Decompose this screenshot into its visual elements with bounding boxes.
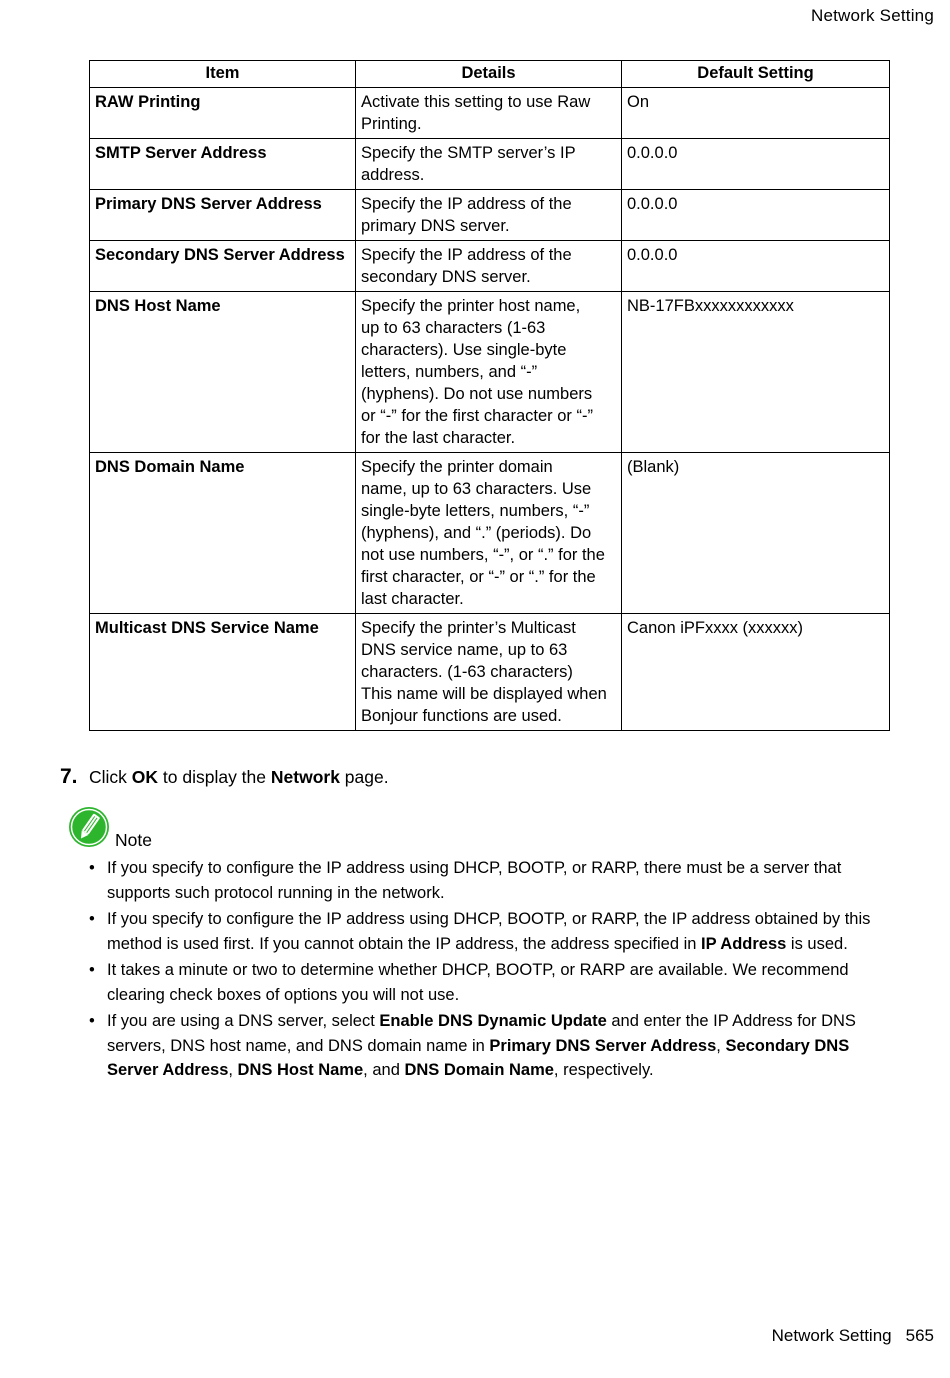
- details-line: Specify the printer’s Multicast: [361, 619, 576, 637]
- ui-term: Secondary DNS Server Address: [107, 1036, 850, 1079]
- note-text-segment: If you are using a DNS server, select: [107, 1012, 380, 1030]
- default-setting-cell: NB-17FBxxxxxxxxxxxx: [622, 292, 890, 453]
- details-line: (hyphens), and “.” (periods). Do: [361, 524, 592, 542]
- note-text-segment: ,: [228, 1061, 238, 1079]
- step-text-segment: to display the: [158, 767, 271, 787]
- details-line: Printing.: [361, 115, 422, 133]
- step-number: 7.: [60, 765, 78, 788]
- default-setting-cell: 0.0.0.0: [622, 190, 890, 241]
- note-item: [89, 1009, 894, 1083]
- details-line: secondary DNS server.: [361, 268, 531, 286]
- page-footer: [772, 1326, 934, 1346]
- details-cell: [356, 292, 622, 453]
- table-row: [90, 190, 890, 241]
- bullet-icon: •: [89, 859, 95, 877]
- note-item: [89, 907, 894, 956]
- details-line: single-byte letters, numbers, “-”: [361, 502, 590, 520]
- note-list: [89, 856, 894, 1085]
- ui-term: IP Address: [701, 934, 787, 953]
- table-body: [90, 88, 890, 731]
- details-cell: [356, 453, 622, 614]
- note-item: [89, 958, 894, 1007]
- details-line: Activate this setting to use Raw: [361, 93, 591, 111]
- details-line: Bonjour functions are used.: [361, 707, 562, 725]
- running-header: Network Setting: [811, 6, 934, 25]
- step-instruction: [89, 767, 389, 788]
- details-line: up to 63 characters (1-63: [361, 319, 546, 337]
- details-line: DNS service name, up to 63: [361, 641, 568, 659]
- item-cell: SMTP Server Address: [90, 139, 356, 190]
- table-header-row: [90, 61, 890, 88]
- details-line: Specify the printer host name,: [361, 297, 581, 315]
- step-text-segment: page.: [339, 767, 389, 787]
- details-line: primary DNS server.: [361, 217, 510, 235]
- table-row: [90, 88, 890, 139]
- note-text-segment: If you specify to configure the IP address using DHCP, BOOTP, or RARP, there must be a server that supports such protocol running in the network.: [107, 859, 842, 902]
- ui-term: Primary DNS Server Address: [489, 1036, 717, 1055]
- table-row: [90, 292, 890, 453]
- item-cell: DNS Host Name: [90, 292, 356, 453]
- table-row: [90, 614, 890, 731]
- step-7: [60, 765, 389, 789]
- bullet-icon: •: [89, 1012, 95, 1030]
- details-line: or “-” for the first character or “-”: [361, 407, 593, 425]
- note-item: [89, 856, 894, 905]
- item-cell: Primary DNS Server Address: [90, 190, 356, 241]
- ui-term: Network: [270, 767, 340, 787]
- ui-term: OK: [131, 767, 159, 787]
- table-row: [90, 139, 890, 190]
- note-text-segment: , and: [363, 1061, 405, 1079]
- details-line: characters). Use single-byte: [361, 341, 567, 359]
- default-setting-cell: 0.0.0.0: [622, 139, 890, 190]
- details-line: Specify the printer domain: [361, 458, 553, 476]
- pencil-icon: [68, 806, 110, 848]
- ui-term: DNS Host Name: [237, 1061, 364, 1079]
- table-row: [90, 453, 890, 614]
- details-line: last character.: [361, 590, 464, 608]
- network-settings-table: [89, 60, 890, 731]
- page-number: 565: [905, 1326, 934, 1345]
- details-line: Specify the IP address of the: [361, 195, 572, 213]
- bullet-icon: •: [89, 910, 95, 928]
- item-cell: Multicast DNS Service Name: [90, 614, 356, 731]
- details-line: address.: [361, 166, 425, 184]
- item-cell: Secondary DNS Server Address: [90, 241, 356, 292]
- default-setting-cell: On: [622, 88, 890, 139]
- default-setting-cell: (Blank): [622, 453, 890, 614]
- note-text-segment: , respectively.: [553, 1061, 654, 1079]
- column-header-default-setting: Default Setting: [622, 61, 890, 88]
- table-row: [90, 241, 890, 292]
- details-line: name, up to 63 characters. Use: [361, 480, 592, 498]
- details-line: This name will be displayed when: [361, 685, 607, 703]
- details-cell: [356, 241, 622, 292]
- details-cell: [356, 88, 622, 139]
- details-cell: [356, 139, 622, 190]
- column-header-details: Details: [356, 61, 622, 88]
- note-text-segment: It takes a minute or two to determine whether DHCP, BOOTP, or RARP are available. We recommend clearing check boxes of options you will not use.: [107, 961, 849, 1004]
- details-line: not use numbers, “-”, or “.” for the: [361, 546, 605, 564]
- details-line: (hyphens). Do not use numbers: [361, 385, 593, 403]
- note-label: Note: [115, 830, 152, 850]
- details-line: characters. (1-63 characters): [361, 663, 573, 681]
- item-cell: RAW Printing: [90, 88, 356, 139]
- item-cell: DNS Domain Name: [90, 453, 356, 614]
- note-text-segment: is used.: [786, 934, 848, 953]
- ui-term: Enable DNS Dynamic Update: [379, 1012, 607, 1030]
- details-line: for the last character.: [361, 429, 516, 447]
- details-cell: [356, 614, 622, 731]
- note-text-segment: and enter the IP Address for DNS servers, DNS host name, and DNS domain name in: [107, 1012, 856, 1055]
- step-text-segment: Click: [89, 767, 132, 787]
- details-line: Specify the IP address of the: [361, 246, 572, 264]
- column-header-item: Item: [90, 61, 356, 88]
- details-line: first character, or “-” or “.” for the: [361, 568, 596, 586]
- details-cell: [356, 190, 622, 241]
- footer-section-title: Network Setting: [771, 1326, 892, 1345]
- note-text-segment: ,: [716, 1036, 726, 1055]
- default-setting-cell: Canon iPFxxxx (xxxxxx): [622, 614, 890, 731]
- note-text-segment: If you specify to configure the IP address using DHCP, BOOTP, or RARP, the IP address obtained by this method is used first. If you cannot obtain the IP address, the address specified in: [107, 910, 871, 953]
- default-setting-cell: 0.0.0.0: [622, 241, 890, 292]
- details-line: Specify the SMTP server’s IP: [361, 144, 576, 162]
- details-line: letters, numbers, and “-”: [361, 363, 538, 381]
- ui-term: DNS Domain Name: [404, 1061, 554, 1079]
- bullet-icon: •: [89, 961, 95, 979]
